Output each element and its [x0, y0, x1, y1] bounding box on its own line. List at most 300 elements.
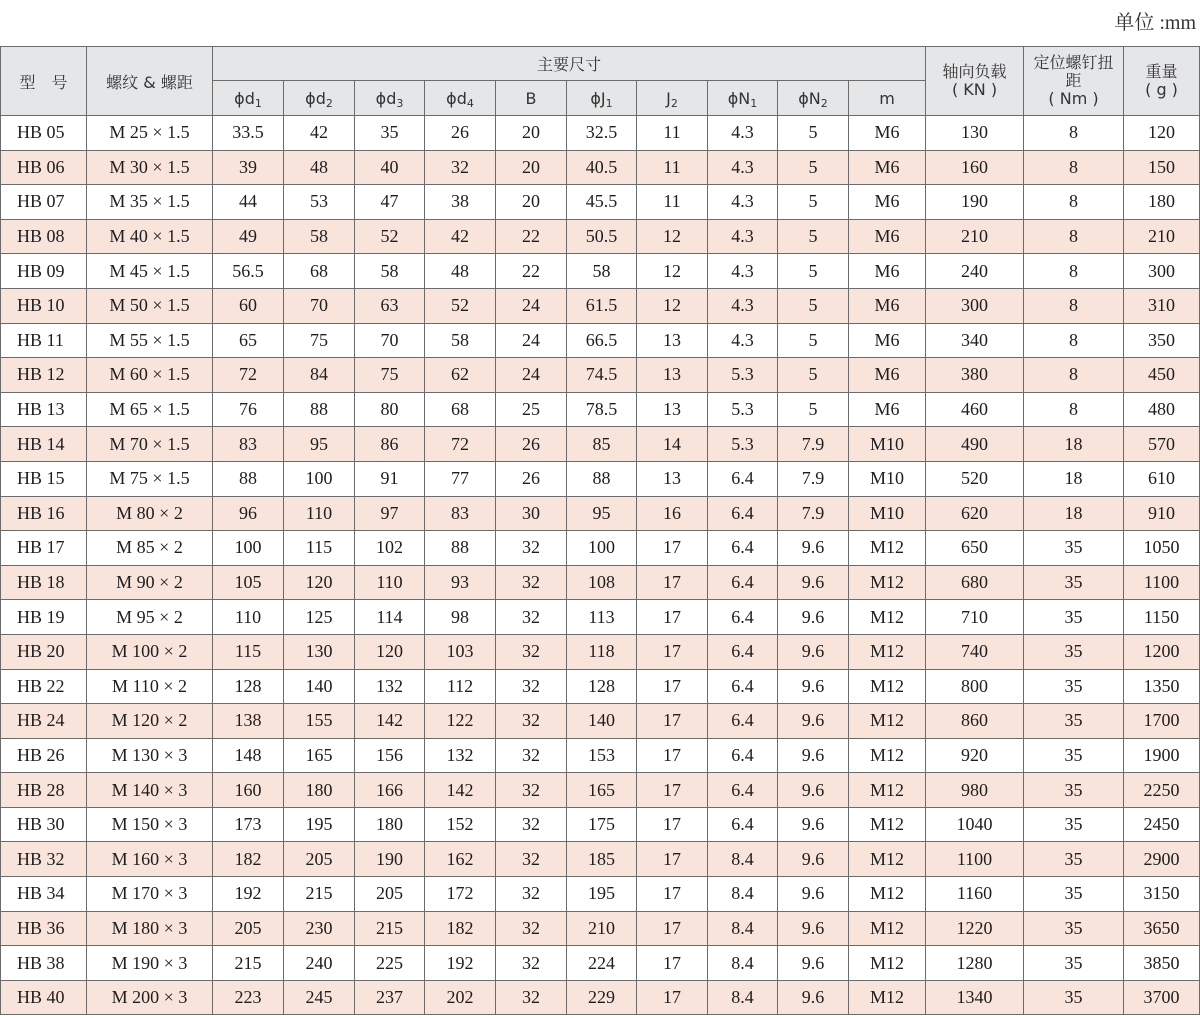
table-cell: 110 — [284, 496, 355, 531]
table-cell: HB 30 — [1, 807, 87, 842]
table-cell: 58 — [567, 254, 637, 289]
table-cell: HB 34 — [1, 877, 87, 912]
header-dim-col — [284, 81, 355, 116]
table-cell: 16 — [637, 496, 708, 531]
table-cell: 1280 — [926, 946, 1024, 981]
header-dim-col — [213, 81, 284, 116]
header-dim-col — [496, 81, 567, 116]
table-cell: 32 — [496, 807, 567, 842]
table-cell: M6 — [849, 254, 926, 289]
table-cell: M 110 × 2 — [87, 669, 213, 704]
table-cell: 20 — [496, 185, 567, 220]
table-cell: 85 — [567, 427, 637, 462]
table-cell: 74.5 — [567, 358, 637, 393]
table-cell: M12 — [849, 704, 926, 739]
header-dim-col — [708, 81, 778, 116]
table-cell: 920 — [926, 738, 1024, 773]
table-cell: 1100 — [1124, 565, 1200, 600]
table-row — [1, 531, 1200, 566]
table-cell: 26 — [496, 461, 567, 496]
header-dim-symbol: ϕd — [446, 88, 467, 108]
table-cell: 230 — [284, 911, 355, 946]
table-cell: 150 — [1124, 150, 1200, 185]
table-cell: 17 — [637, 807, 708, 842]
table-cell: 225 — [355, 946, 425, 981]
table-cell: HB 17 — [1, 531, 87, 566]
table-cell: 12 — [637, 288, 708, 323]
table-cell: 26 — [425, 116, 496, 151]
table-cell: 140 — [567, 704, 637, 739]
table-cell: M6 — [849, 150, 926, 185]
table-cell: 35 — [1024, 738, 1124, 773]
table-cell: HB 40 — [1, 980, 87, 1015]
table-cell: 83 — [425, 496, 496, 531]
table-cell: 24 — [496, 358, 567, 393]
table-cell: M 120 × 2 — [87, 704, 213, 739]
header-dim-subscript: 2 — [670, 96, 678, 110]
table-cell: 166 — [355, 773, 425, 808]
table-cell: 32 — [496, 773, 567, 808]
table-cell: 224 — [567, 946, 637, 981]
table-cell: 91 — [355, 461, 425, 496]
header-dim-col — [849, 81, 926, 116]
table-cell: 800 — [926, 669, 1024, 704]
table-cell: 142 — [425, 773, 496, 808]
table-cell: 40.5 — [567, 150, 637, 185]
table-cell: 8 — [1024, 392, 1124, 427]
table-cell: M6 — [849, 116, 926, 151]
table-cell: 105 — [213, 565, 284, 600]
table-cell: HB 14 — [1, 427, 87, 462]
table-cell: M 30 × 1.5 — [87, 150, 213, 185]
table-cell: 570 — [1124, 427, 1200, 462]
table-cell: M12 — [849, 600, 926, 635]
table-cell: 17 — [637, 600, 708, 635]
table-cell: 6.4 — [708, 634, 778, 669]
table-cell: 120 — [284, 565, 355, 600]
table-cell: M 140 × 3 — [87, 773, 213, 808]
table-cell: 8 — [1024, 185, 1124, 220]
header-dim-col — [778, 81, 849, 116]
table-cell: 24 — [496, 288, 567, 323]
header-set-screw-torque-unit: ( Nm ) — [1048, 89, 1099, 108]
table-cell: 8.4 — [708, 911, 778, 946]
table-cell: 100 — [284, 461, 355, 496]
table-cell: 18 — [1024, 427, 1124, 462]
table-row — [1, 254, 1200, 289]
table-cell: 32 — [496, 738, 567, 773]
table-cell: 215 — [284, 877, 355, 912]
table-cell: 66.5 — [567, 323, 637, 358]
table-cell: 5.3 — [708, 392, 778, 427]
table-cell: M 40 × 1.5 — [87, 219, 213, 254]
table-cell: 132 — [355, 669, 425, 704]
header-axial-load-unit: ( KN ) — [951, 80, 998, 99]
table-cell: 8.4 — [708, 842, 778, 877]
table-row — [1, 219, 1200, 254]
table-cell: HB 13 — [1, 392, 87, 427]
table-cell: M 130 × 3 — [87, 738, 213, 773]
header-dim-subscript: 2 — [325, 96, 333, 110]
table-cell: 1100 — [926, 842, 1024, 877]
table-cell: M6 — [849, 185, 926, 220]
table-cell: 6.4 — [708, 738, 778, 773]
table-cell: 8 — [1024, 323, 1124, 358]
table-cell: M 95 × 2 — [87, 600, 213, 635]
table-cell: 62 — [425, 358, 496, 393]
table-cell: 35 — [1024, 807, 1124, 842]
table-cell: 4.3 — [708, 185, 778, 220]
table-cell: 229 — [567, 980, 637, 1015]
table-cell: 710 — [926, 600, 1024, 635]
table-cell: 42 — [284, 116, 355, 151]
table-cell: 100 — [213, 531, 284, 566]
table-cell: 13 — [637, 461, 708, 496]
table-cell: 162 — [425, 842, 496, 877]
table-cell: M12 — [849, 877, 926, 912]
table-row — [1, 565, 1200, 600]
table-cell: 4.3 — [708, 219, 778, 254]
table-cell: 6.4 — [708, 807, 778, 842]
table-cell: 8 — [1024, 254, 1124, 289]
table-row — [1, 496, 1200, 531]
table-cell: 35 — [1024, 704, 1124, 739]
header-weight-unit: ( g ) — [1145, 80, 1178, 99]
table-cell: 5.3 — [708, 358, 778, 393]
table-cell: 160 — [213, 773, 284, 808]
table-cell: 9.6 — [778, 704, 849, 739]
table-cell: 740 — [926, 634, 1024, 669]
table-cell: HB 09 — [1, 254, 87, 289]
table-cell: 9.6 — [778, 877, 849, 912]
table-row — [1, 600, 1200, 635]
header-dim-subscript: 4 — [466, 96, 474, 110]
table-cell: 70 — [284, 288, 355, 323]
table-cell: 223 — [213, 980, 284, 1015]
table-cell: 205 — [284, 842, 355, 877]
table-cell: HB 16 — [1, 496, 87, 531]
header-dim-symbol: ϕd — [234, 88, 255, 108]
table-cell: 9.6 — [778, 946, 849, 981]
table-cell: 6.4 — [708, 669, 778, 704]
table-cell: 5.3 — [708, 427, 778, 462]
table-cell: M 170 × 3 — [87, 877, 213, 912]
table-cell: 11 — [637, 150, 708, 185]
table-cell: 17 — [637, 738, 708, 773]
table-cell: 35 — [1024, 600, 1124, 635]
table-cell: 32 — [496, 842, 567, 877]
table-cell: M12 — [849, 738, 926, 773]
table-row — [1, 392, 1200, 427]
table-cell: 63 — [355, 288, 425, 323]
table-cell: 3700 — [1124, 980, 1200, 1015]
table-cell: 9.6 — [778, 911, 849, 946]
table-cell: 3850 — [1124, 946, 1200, 981]
table-cell: 460 — [926, 392, 1024, 427]
table-cell: 5 — [778, 116, 849, 151]
table-cell: 42 — [425, 219, 496, 254]
table-row — [1, 461, 1200, 496]
table-cell: 47 — [355, 185, 425, 220]
table-cell: 125 — [284, 600, 355, 635]
table-cell: 110 — [355, 565, 425, 600]
table-cell: 310 — [1124, 288, 1200, 323]
header-dim-symbol: ϕN — [798, 88, 821, 108]
table-cell: 25 — [496, 392, 567, 427]
table-cell: M6 — [849, 219, 926, 254]
table-cell: 32 — [496, 946, 567, 981]
table-cell: 32 — [496, 980, 567, 1015]
table-cell: 9.6 — [778, 634, 849, 669]
table-cell: 8.4 — [708, 877, 778, 912]
header-thread: 螺纹 & 螺距 — [87, 47, 213, 116]
table-cell: 610 — [1124, 461, 1200, 496]
table-cell: M 55 × 1.5 — [87, 323, 213, 358]
table-cell: 7.9 — [778, 427, 849, 462]
table-cell: 113 — [567, 600, 637, 635]
header-set-screw-torque-label: 定位螺钉扭距 — [1033, 53, 1114, 90]
table-cell: 35 — [1024, 669, 1124, 704]
table-cell: M12 — [849, 634, 926, 669]
table-cell: M 160 × 3 — [87, 842, 213, 877]
table-cell: 14 — [637, 427, 708, 462]
table-cell: 160 — [926, 150, 1024, 185]
table-cell: 173 — [213, 807, 284, 842]
table-cell: 860 — [926, 704, 1024, 739]
table-cell: M6 — [849, 288, 926, 323]
header-dim-symbol: ϕd — [375, 88, 397, 108]
table-cell: 58 — [284, 219, 355, 254]
table-cell: M 45 × 1.5 — [87, 254, 213, 289]
header-axial-load — [926, 47, 1024, 116]
table-cell: 32 — [496, 531, 567, 566]
table-cell: 32 — [496, 565, 567, 600]
table-cell: 215 — [355, 911, 425, 946]
table-cell: 35 — [1024, 946, 1124, 981]
table-cell: 6.4 — [708, 600, 778, 635]
table-row — [1, 288, 1200, 323]
table-cell: M12 — [849, 946, 926, 981]
table-cell: 180 — [355, 807, 425, 842]
table-cell: M 85 × 2 — [87, 531, 213, 566]
table-cell: 115 — [284, 531, 355, 566]
table-cell: 102 — [355, 531, 425, 566]
table-cell: 95 — [284, 427, 355, 462]
table-cell: M12 — [849, 980, 926, 1015]
table-cell: 32 — [496, 669, 567, 704]
table-cell: 70 — [355, 323, 425, 358]
table-cell: 20 — [496, 116, 567, 151]
header-dim-col — [355, 81, 425, 116]
table-cell: M 190 × 3 — [87, 946, 213, 981]
table-cell: M10 — [849, 461, 926, 496]
unit-label: 单位 :mm — [1114, 12, 1196, 34]
table-cell: 180 — [1124, 185, 1200, 220]
table-cell: 35 — [355, 116, 425, 151]
table-cell: 165 — [284, 738, 355, 773]
table-cell: 35 — [1024, 634, 1124, 669]
table-cell: 128 — [213, 669, 284, 704]
table-cell: 182 — [425, 911, 496, 946]
table-cell: 140 — [284, 669, 355, 704]
table-cell: 112 — [425, 669, 496, 704]
table-row — [1, 185, 1200, 220]
table-cell: 9.6 — [778, 807, 849, 842]
table-cell: 240 — [284, 946, 355, 981]
table-cell: 118 — [567, 634, 637, 669]
table-cell: 78.5 — [567, 392, 637, 427]
table-cell: 60 — [213, 288, 284, 323]
table-cell: 8.4 — [708, 946, 778, 981]
table-cell: 11 — [637, 116, 708, 151]
table-cell: 18 — [1024, 496, 1124, 531]
table-cell: M 180 × 3 — [87, 911, 213, 946]
table-cell: HB 11 — [1, 323, 87, 358]
table-cell: 48 — [425, 254, 496, 289]
table-cell: 8.4 — [708, 980, 778, 1015]
table-cell: 98 — [425, 600, 496, 635]
table-cell: 17 — [637, 565, 708, 600]
table-cell: 65 — [213, 323, 284, 358]
table-cell: 195 — [567, 877, 637, 912]
table-cell: M 50 × 1.5 — [87, 288, 213, 323]
table-cell: 180 — [284, 773, 355, 808]
table-row — [1, 634, 1200, 669]
table-cell: HB 32 — [1, 842, 87, 877]
table-row — [1, 946, 1200, 981]
table-cell: 52 — [355, 219, 425, 254]
table-row — [1, 773, 1200, 808]
header-dim-subscript: 1 — [605, 96, 613, 110]
table-cell: 88 — [425, 531, 496, 566]
table-cell: 32 — [496, 877, 567, 912]
table-cell: 80 — [355, 392, 425, 427]
table-cell: 1340 — [926, 980, 1024, 1015]
table-row — [1, 807, 1200, 842]
table-cell: 8 — [1024, 150, 1124, 185]
table-cell: HB 36 — [1, 911, 87, 946]
table-cell: M 75 × 1.5 — [87, 461, 213, 496]
table-row — [1, 150, 1200, 185]
table-cell: 17 — [637, 669, 708, 704]
table-cell: 9.6 — [778, 980, 849, 1015]
table-cell: M 65 × 1.5 — [87, 392, 213, 427]
header-dim-subscript: 3 — [396, 96, 404, 110]
table-cell: HB 08 — [1, 219, 87, 254]
table-cell: 130 — [926, 116, 1024, 151]
table-cell: HB 15 — [1, 461, 87, 496]
table-row — [1, 704, 1200, 739]
table-cell: HB 12 — [1, 358, 87, 393]
table-cell: 9.6 — [778, 669, 849, 704]
table-cell: 7.9 — [778, 461, 849, 496]
table-cell: 1220 — [926, 911, 1024, 946]
table-cell: 13 — [637, 323, 708, 358]
table-row — [1, 358, 1200, 393]
table-cell: 5 — [778, 150, 849, 185]
table-cell: 5 — [778, 392, 849, 427]
table-cell: 980 — [926, 773, 1024, 808]
table-cell: 18 — [1024, 461, 1124, 496]
table-cell: 88 — [213, 461, 284, 496]
table-cell: M10 — [849, 427, 926, 462]
table-cell: 205 — [213, 911, 284, 946]
table-cell: 100 — [567, 531, 637, 566]
table-cell: M 25 × 1.5 — [87, 116, 213, 151]
table-cell: 490 — [926, 427, 1024, 462]
table-cell: HB 18 — [1, 565, 87, 600]
table-cell: HB 28 — [1, 773, 87, 808]
table-cell: 175 — [567, 807, 637, 842]
table-cell: 45.5 — [567, 185, 637, 220]
table-cell: 210 — [1124, 219, 1200, 254]
table-cell: 185 — [567, 842, 637, 877]
table-cell: 237 — [355, 980, 425, 1015]
table-cell: 132 — [425, 738, 496, 773]
table-cell: 17 — [637, 877, 708, 912]
table-cell: 17 — [637, 531, 708, 566]
table-cell: 4.3 — [708, 150, 778, 185]
table-cell: M 35 × 1.5 — [87, 185, 213, 220]
table-cell: 195 — [284, 807, 355, 842]
table-cell: 9.6 — [778, 773, 849, 808]
table-cell: 72 — [213, 358, 284, 393]
table-cell: 33.5 — [213, 116, 284, 151]
table-cell: 32.5 — [567, 116, 637, 151]
table-cell: 103 — [425, 634, 496, 669]
table-cell: 8 — [1024, 116, 1124, 151]
table-cell: 17 — [637, 773, 708, 808]
table-cell: 155 — [284, 704, 355, 739]
table-cell: 17 — [637, 980, 708, 1015]
table-cell: 680 — [926, 565, 1024, 600]
table-cell: 68 — [425, 392, 496, 427]
table-cell: 1700 — [1124, 704, 1200, 739]
table-cell: 39 — [213, 150, 284, 185]
table-cell: 8 — [1024, 219, 1124, 254]
table-cell: 40 — [355, 150, 425, 185]
table-cell: 340 — [926, 323, 1024, 358]
table-cell: 142 — [355, 704, 425, 739]
table-cell: 5 — [778, 254, 849, 289]
table-cell: 17 — [637, 634, 708, 669]
table-cell: HB 22 — [1, 669, 87, 704]
header-dim-symbol: B — [525, 88, 537, 108]
header-dim-symbol: m — [879, 88, 895, 108]
table-cell: 8 — [1024, 288, 1124, 323]
table-cell: M12 — [849, 911, 926, 946]
table-cell: 153 — [567, 738, 637, 773]
header-main-dimensions: 主要尺寸 — [213, 47, 926, 81]
table-cell: 4.3 — [708, 116, 778, 151]
table-cell: 17 — [637, 911, 708, 946]
table-cell: 20 — [496, 150, 567, 185]
table-cell: 210 — [567, 911, 637, 946]
table-row — [1, 842, 1200, 877]
table-cell: 52 — [425, 288, 496, 323]
table-cell: 205 — [355, 877, 425, 912]
table-cell: 56.5 — [213, 254, 284, 289]
table-cell: 190 — [926, 185, 1024, 220]
table-cell: 148 — [213, 738, 284, 773]
table-cell: 48 — [284, 150, 355, 185]
table-cell: 97 — [355, 496, 425, 531]
table-cell: 35 — [1024, 911, 1124, 946]
table-cell: HB 20 — [1, 634, 87, 669]
header-dim-col — [637, 81, 708, 116]
table-row — [1, 323, 1200, 358]
table-cell: 3650 — [1124, 911, 1200, 946]
